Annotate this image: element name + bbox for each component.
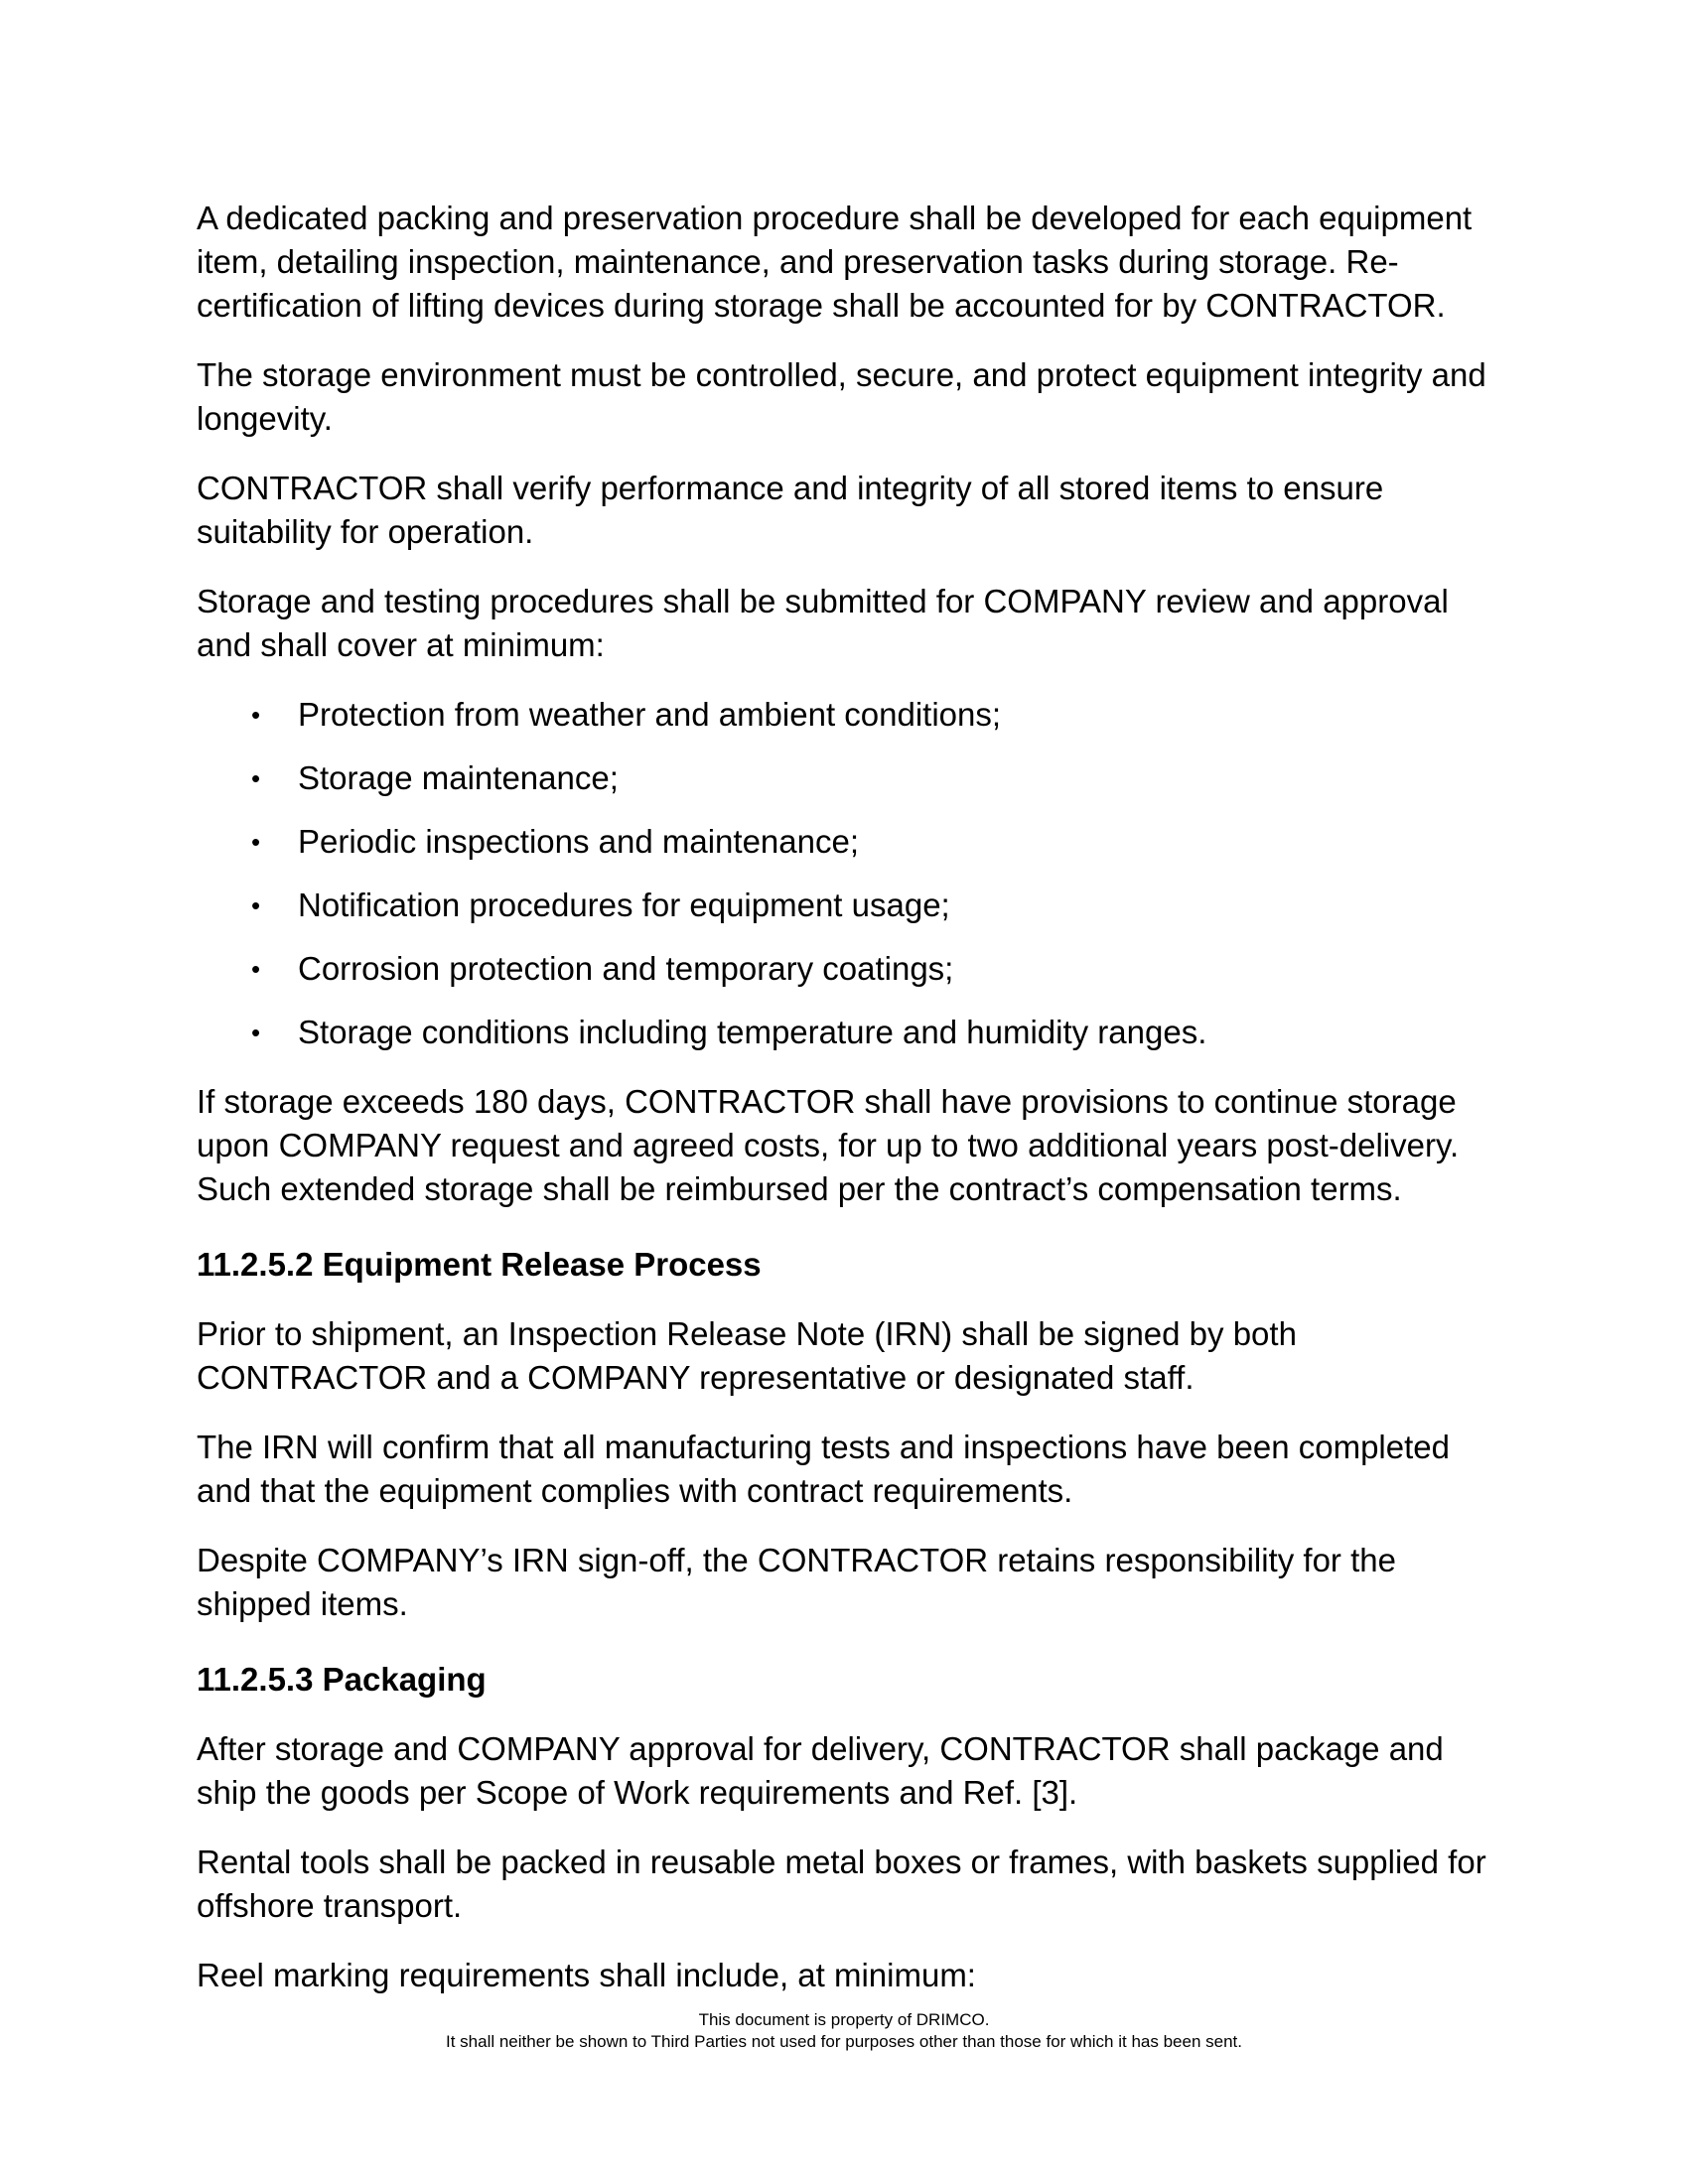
list-item-text: Corrosion protection and temporary coatings; xyxy=(298,950,954,987)
paragraph-package-ship: After storage and COMPANY approval for delivery, CONTRACTOR shall package and ship the goods per Scope of Work requirements and Ref. [3]. xyxy=(197,1730,1444,1811)
list-item-text: Protection from weather and ambient conditions; xyxy=(298,696,1002,733)
bullet-icon: • xyxy=(251,890,261,920)
paragraph-packing-procedure: A dedicated packing and preservation procedure shall be developed for each equipment item, detailing inspection, maintenance, and preservation tasks during storage. Re-certification of lifting devices during storage shall be accounted for by CONTRACTOR. xyxy=(197,200,1473,324)
footer-line-ownership: This document is property of DRIMCO. xyxy=(698,2010,990,2029)
section-heading-packaging: 11.2.5.3 Packaging xyxy=(197,1661,487,1698)
bullet-icon: • xyxy=(251,954,261,984)
footer-line-confidentiality: It shall neither be shown to Third Parties not used for purposes other than those for which it has been sent. xyxy=(446,2032,1242,2051)
list-item-text: Notification procedures for equipment usage; xyxy=(298,887,950,923)
paragraph-storage-environment: The storage environment must be controlled, secure, and protect equipment integrity and longevity. xyxy=(197,356,1486,437)
paragraph-extended-storage: If storage exceeds 180 days, CONTRACTOR shall have provisions to continue storage upon COMPANY request and agreed costs, for up to two additional years post-delivery. Such extended storage shall be reimbursed per the contract’s compensation terms. xyxy=(197,1083,1460,1207)
bullet-icon: • xyxy=(251,763,261,793)
list-item xyxy=(197,1011,1497,1054)
paragraph-irn-signing: Prior to shipment, an Inspection Release Note (IRN) shall be signed by both CONTRACTOR and a COMPANY representative or designated staff. xyxy=(197,1315,1297,1396)
paragraph-rental-tools: Rental tools shall be packed in reusable metal boxes or frames, with baskets supplied for offshore transport. xyxy=(197,1843,1486,1924)
list-item xyxy=(197,947,1497,991)
list-item xyxy=(197,820,1497,864)
document-body xyxy=(197,197,1497,2023)
list-item xyxy=(197,884,1497,927)
paragraph-irn-confirmation: The IRN will confirm that all manufacturing tests and inspections have been completed and that the equipment complies with contract requirements. xyxy=(197,1429,1450,1509)
list-item-text: Storage conditions including temperature and humidity ranges. xyxy=(298,1014,1207,1050)
storage-requirements-list xyxy=(197,693,1497,1054)
list-item xyxy=(197,756,1497,800)
list-item xyxy=(197,693,1497,737)
paragraph-responsibility: Despite COMPANY’s IRN sign-off, the CONTRACTOR retains responsibility for the shipped items. xyxy=(197,1542,1396,1622)
section-heading-equipment-release: 11.2.5.2 Equipment Release Process xyxy=(197,1246,762,1283)
bullet-icon: • xyxy=(251,700,261,730)
bullet-icon: • xyxy=(251,827,261,857)
list-item-text: Periodic inspections and maintenance; xyxy=(298,823,860,860)
paragraph-procedures-submission: Storage and testing procedures shall be submitted for COMPANY review and approval and shall cover at minimum: xyxy=(197,583,1449,663)
bullet-icon: • xyxy=(251,1018,261,1047)
paragraph-verify-performance: CONTRACTOR shall verify performance and integrity of all stored items to ensure suitability for operation. xyxy=(197,470,1384,550)
list-item-text: Storage maintenance; xyxy=(298,759,619,796)
paragraph-reel-marking: Reel marking requirements shall include, at minimum: xyxy=(197,1957,976,1993)
page-footer xyxy=(0,2009,1688,2053)
